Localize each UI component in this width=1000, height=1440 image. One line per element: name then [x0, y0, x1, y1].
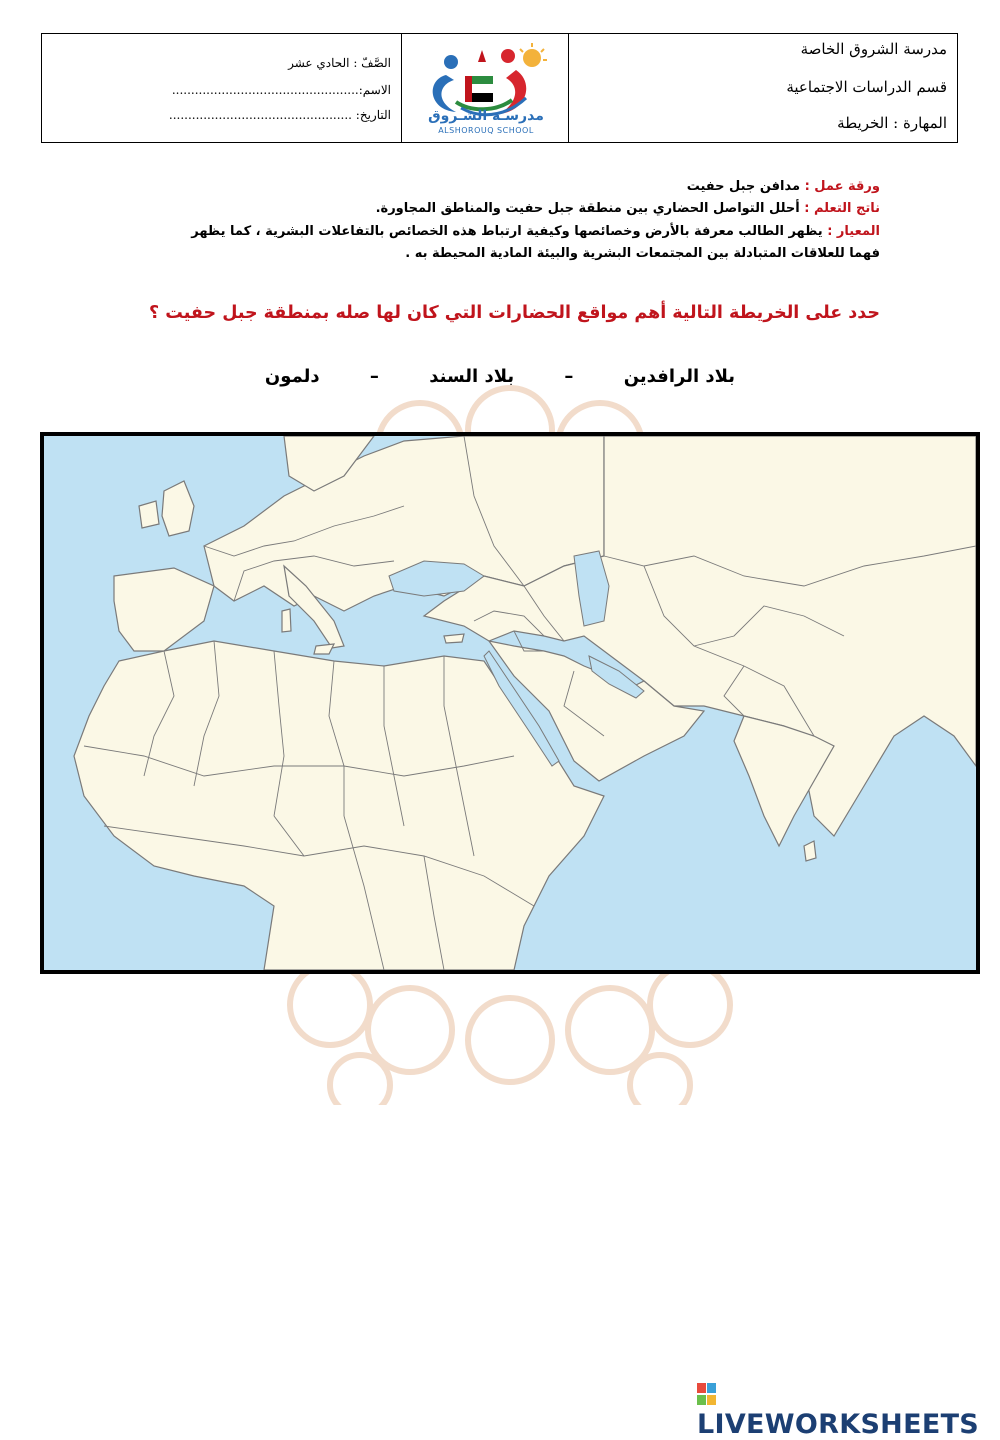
standard-value-1: يظهر الطالب معرفة بالأرض وخصائصها وكيفية ارتباط هذه الخصائص بالتفاعلات البشرية ، كما يظهر — [191, 224, 823, 239]
option-indus: بلاد السند — [429, 366, 515, 387]
header-table — [41, 33, 958, 143]
skill-value: الخريطة — [837, 114, 889, 132]
worksheet-title-line — [80, 177, 880, 197]
logo-arabic-text: مدرسـة الشـروق — [428, 108, 544, 124]
name-field[interactable]: الاسم:................................................. — [171, 83, 391, 97]
standard-label: المعيار : — [827, 224, 880, 239]
learning-outcome-label: ناتج التعلم : — [804, 201, 880, 216]
option-dilmun: دلمون — [264, 366, 320, 387]
department-name: قسم الدراسات الاجتماعية — [786, 78, 947, 96]
option-separator-2: – — [369, 366, 379, 387]
liveworksheets-badge-icon — [697, 1383, 716, 1405]
landmass-sardinia — [282, 609, 291, 632]
worksheet-title-label: ورقة عمل : — [804, 179, 880, 194]
grade-line: الصَّفّ : الحادي عشر — [288, 56, 391, 70]
liveworksheets-logo[interactable] — [697, 1378, 1000, 1440]
logo-cell — [402, 34, 569, 142]
standard-line-1 — [80, 222, 880, 242]
options-line — [0, 366, 1000, 387]
student-info-cell — [42, 34, 402, 142]
date-field[interactable]: التاريخ: ................................................ — [168, 108, 391, 122]
skill-line — [837, 114, 947, 132]
liveworksheets-text: LIVEWORKSHEETS — [697, 1409, 980, 1440]
option-separator-1: – — [564, 366, 574, 387]
learning-outcome-line — [80, 199, 880, 219]
worksheet-title-value: مدافن جبل حفيت — [686, 179, 801, 194]
learning-outcome-value: أحلل التواصل الحضاري بين منطقة جبل حفيت والمناطق المجاورة. — [375, 201, 800, 216]
school-info-cell — [569, 34, 957, 142]
option-mesopotamia: بلاد الرافدين — [623, 366, 736, 387]
skill-label: المهارة : — [893, 114, 947, 132]
logo-english-text: ALSHOROUQ SCHOOL — [438, 126, 534, 135]
landmass-ireland — [139, 501, 159, 528]
school-name: مدرسة الشروق الخاصة — [800, 40, 947, 58]
map-svg — [44, 436, 976, 970]
world-map[interactable] — [40, 432, 980, 974]
landmass-cyprus — [444, 634, 464, 643]
question-text: حدد على الخريطة التالية أهم مواقع الحضارات التي كان لها صله بمنطقة جبل حفيت ؟ — [148, 303, 880, 323]
standard-line-2: فهما للعلاقات المتبادلة بين المجتمعات البشرية والبيئة المادية المحيطة به . — [405, 246, 880, 261]
